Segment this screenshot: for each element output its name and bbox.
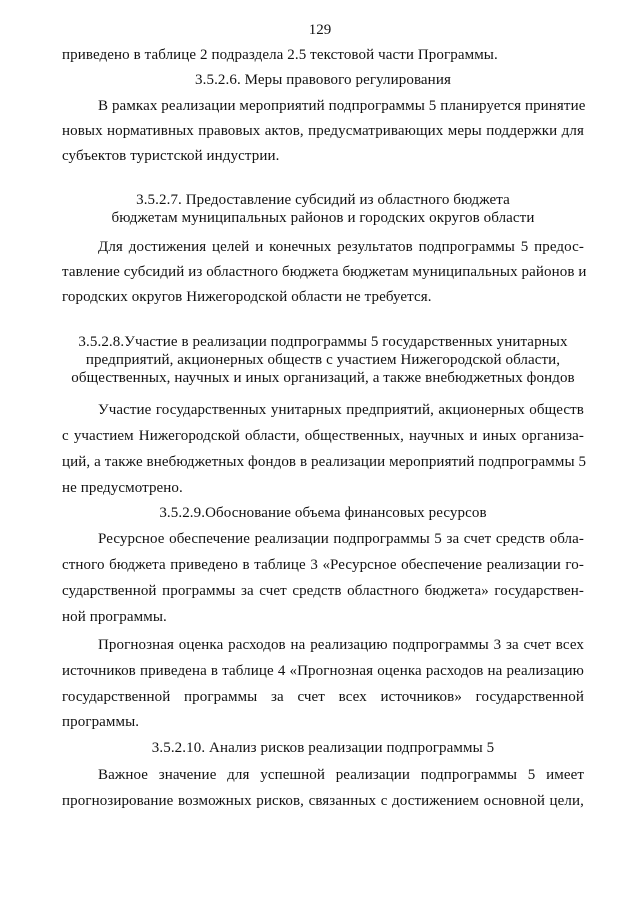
section-heading: 3.5.2.7. Предоставление субсидий из областного бюджета [136, 192, 510, 208]
text-line: В рамках реализации мероприятий подпрограммы 5 планируется принятие [98, 98, 586, 114]
text-line: ной программы. [62, 609, 167, 625]
section-heading: общественных, научных и иных организаций, а также внебюджетных фондов [71, 370, 575, 386]
text-line: Для достижения целей и конечных результатов подпрограммы 5 предос- [98, 239, 584, 255]
text-line: Ресурсное обеспечение реализации подпрограммы 5 за счет средств обла- [98, 531, 584, 547]
section-heading: 3.5.2.6. Меры правового регулирования [195, 72, 451, 88]
section-heading: предприятий, акционерных обществ с участием Нижегородской области, [85, 352, 561, 368]
text-line: с участием Нижегородской области, общественных, научных и иных организа- [62, 428, 584, 444]
text-line: не предусмотрено. [62, 480, 183, 496]
text-line: городских округов Нижегородской области не требуется. [62, 289, 432, 305]
section-heading: бюджетам муниципальных районов и городских округов области [111, 210, 535, 226]
text-line: тавление субсидий из областного бюджета бюджетам муниципальных районов и [62, 264, 587, 280]
page-number: 129 [308, 22, 332, 38]
text-line: государственной программы за счет всех источников» государственной [62, 689, 584, 705]
text-line: новых нормативных правовых актов, предусматривающих меры поддержки для [62, 123, 584, 139]
section-heading: 3.5.2.8.Участие в реализации подпрограммы 5 государственных унитарных [78, 334, 568, 350]
text-line: источников приведена в таблице 4 «Прогнозная оценка расходов на реализацию [62, 663, 584, 679]
text-line: приведено в таблице 2 подраздела 2.5 текстовой части Программы. [62, 47, 498, 63]
text-line: субъектов туристской индустрии. [62, 148, 280, 164]
section-heading: 3.5.2.9.Обоснование объема финансовых ресурсов [159, 505, 487, 521]
text-line: сударственной программы за счет средств областного бюджета» государствен- [62, 583, 584, 599]
text-line: прогнозирование возможных рисков, связанных с достижением основной цели, [62, 793, 584, 809]
text-line: программы. [62, 714, 140, 730]
section-heading: 3.5.2.10. Анализ рисков реализации подпрограммы 5 [151, 740, 495, 756]
text-line: Участие государственных унитарных предприятий, акционерных обществ [98, 402, 584, 418]
text-line: Важное значение для успешной реализации подпрограммы 5 имеет [98, 767, 584, 783]
text-line: стного бюджета приведено в таблице 3 «Ресурсное обеспечение реализации го- [62, 557, 584, 573]
text-line: Прогнозная оценка расходов на реализацию подпрограммы 3 за счет всех [98, 637, 584, 653]
text-line: ций, а также внебюджетных фондов в реализации мероприятий подпрограммы 5 [62, 454, 587, 470]
